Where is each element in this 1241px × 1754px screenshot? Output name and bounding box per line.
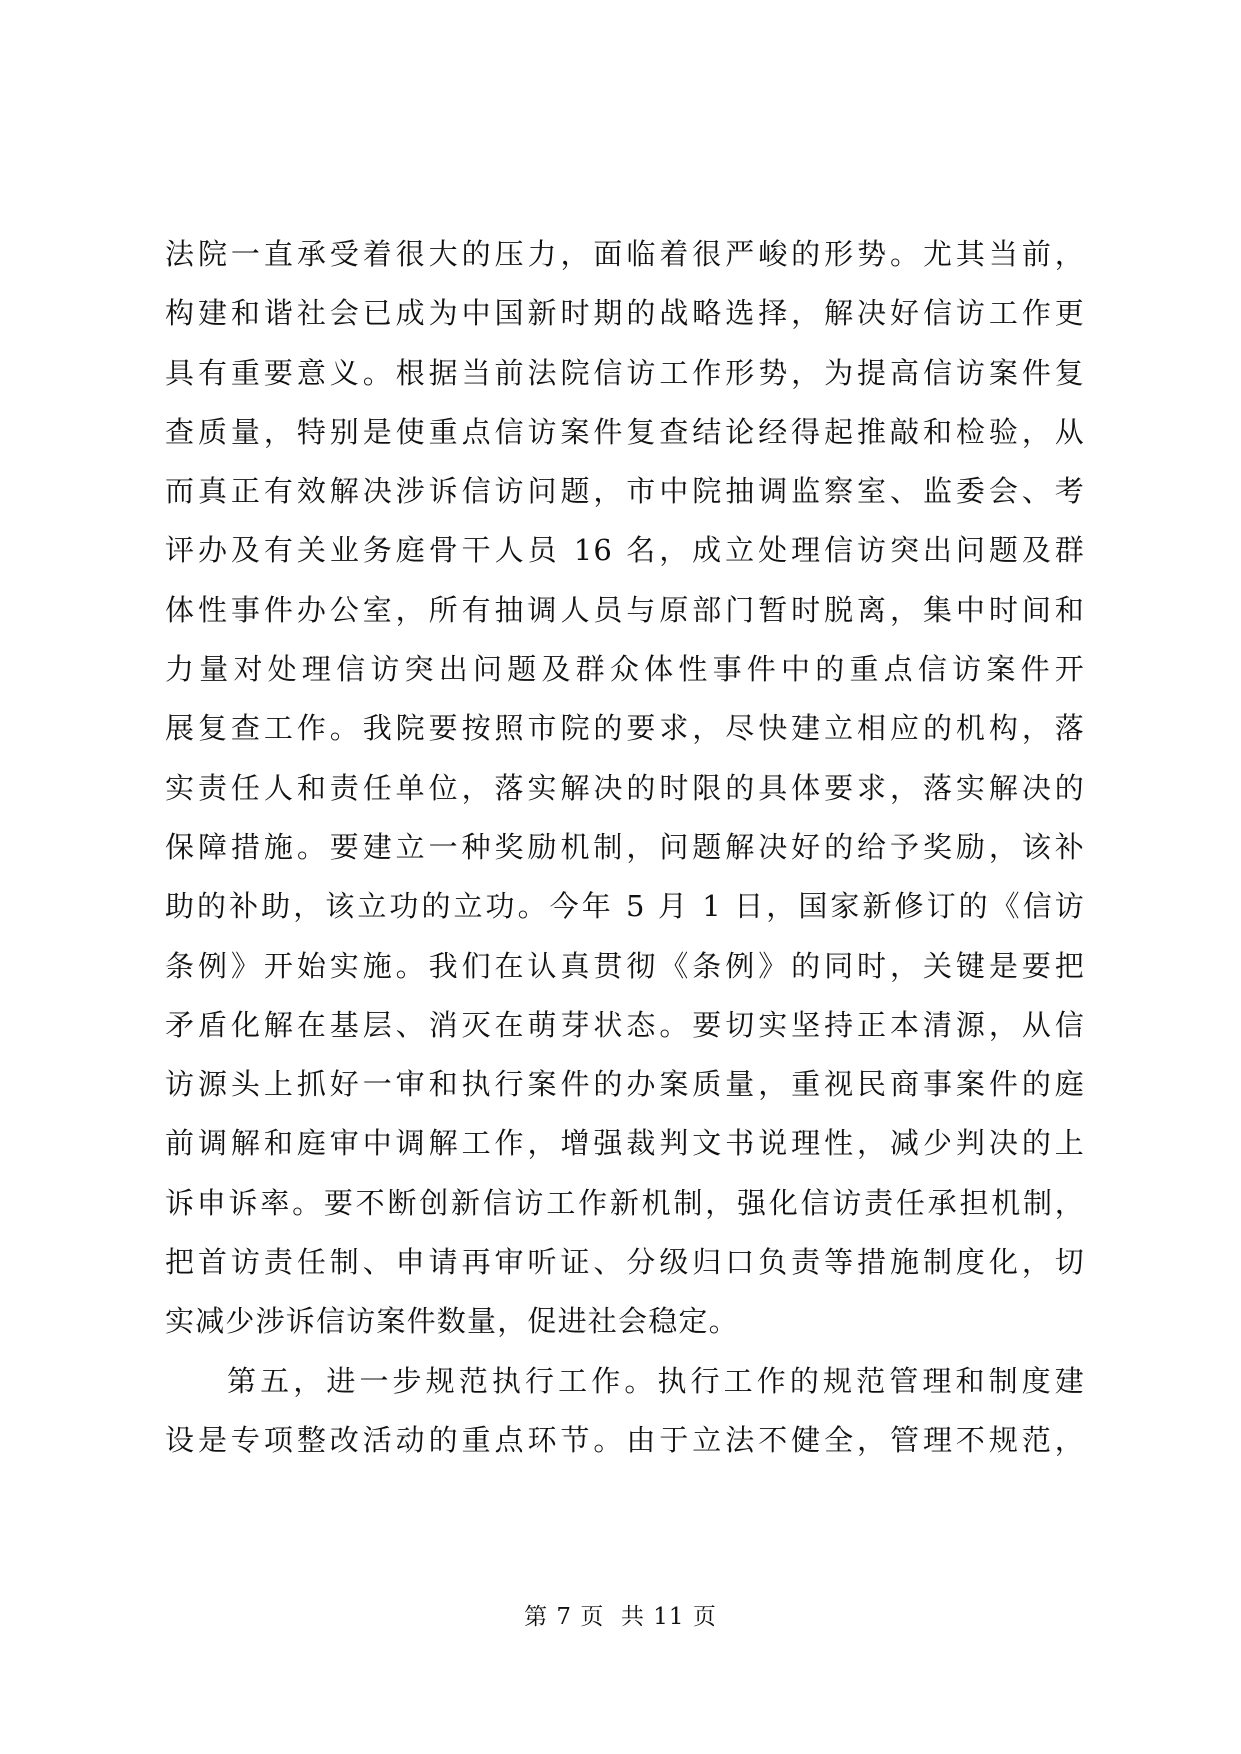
page-footer <box>0 1598 1241 1631</box>
body-text <box>165 225 1085 1470</box>
text-line: 保障措施。要建立一种奖励机制，问题解决好的给予奖励，该补 <box>165 829 1085 864</box>
page-number-label: 第 7 页 共 11 页 <box>524 1604 717 1630</box>
text-line: 评办及有关业务庭骨干人员 16 名，成立处理信访突出问题及群 <box>165 533 1085 568</box>
text-line: 矛盾化解在基层、消灭在萌芽状态。要切实坚持正本清源，从信 <box>165 1007 1085 1042</box>
text-line-paragraph-start: 第五，进一步规范执行工作。执行工作的规范管理和制度建 <box>227 1363 1085 1398</box>
text-line: 展复查工作。我院要按照市院的要求，尽快建立相应的机构，落 <box>165 711 1085 746</box>
text-line: 力量对处理信访突出问题及群众体性事件中的重点信访案件开 <box>165 652 1085 687</box>
text-line: 前调解和庭审中调解工作，增强裁判文书说理性，减少判决的上 <box>165 1126 1085 1161</box>
text-line: 体性事件办公室，所有抽调人员与原部门暂时脱离，集中时间和 <box>165 592 1085 627</box>
text-line: 查质量，特别是使重点信访案件复查结论经得起推敲和检验，从 <box>165 414 1085 449</box>
text-line: 法院一直承受着很大的压力，面临着很严峻的形势。尤其当前， <box>165 237 1085 271</box>
text-line: 而真正有效解决涉诉信访问题，市中院抽调监察室、监委会、考 <box>165 474 1085 509</box>
text-line: 条例》开始实施。我们在认真贯彻《条例》的同时，关键是要把 <box>165 948 1085 983</box>
text-line: 设是专项整改活动的重点环节。由于立法不健全，管理不规范， <box>165 1422 1085 1457</box>
text-line: 实责任人和责任单位，落实解决的时限的具体要求，落实解决的 <box>165 770 1085 805</box>
text-line: 助的补助，该立功的立功。今年 5 月 1 日，国家新修订的《信访 <box>165 889 1085 924</box>
text-line: 访源头上抓好一审和执行案件的办案质量，重视民商事案件的庭 <box>165 1067 1085 1102</box>
text-line: 把首访责任制、申请再审听证、分级归口负责等措施制度化，切 <box>165 1245 1085 1280</box>
text-line-paragraph-end: 实减少涉诉信访案件数量，促进社会稳定。 <box>165 1304 739 1339</box>
text-line: 诉申诉率。要不断创新信访工作新机制，强化信访责任承担机制， <box>165 1185 1085 1220</box>
text-line: 构建和谐社会已成为中国新时期的战略选择，解决好信访工作更 <box>165 296 1085 331</box>
text-line: 具有重要意义。根据当前法院信访工作形势，为提高信访案件复 <box>165 355 1085 390</box>
